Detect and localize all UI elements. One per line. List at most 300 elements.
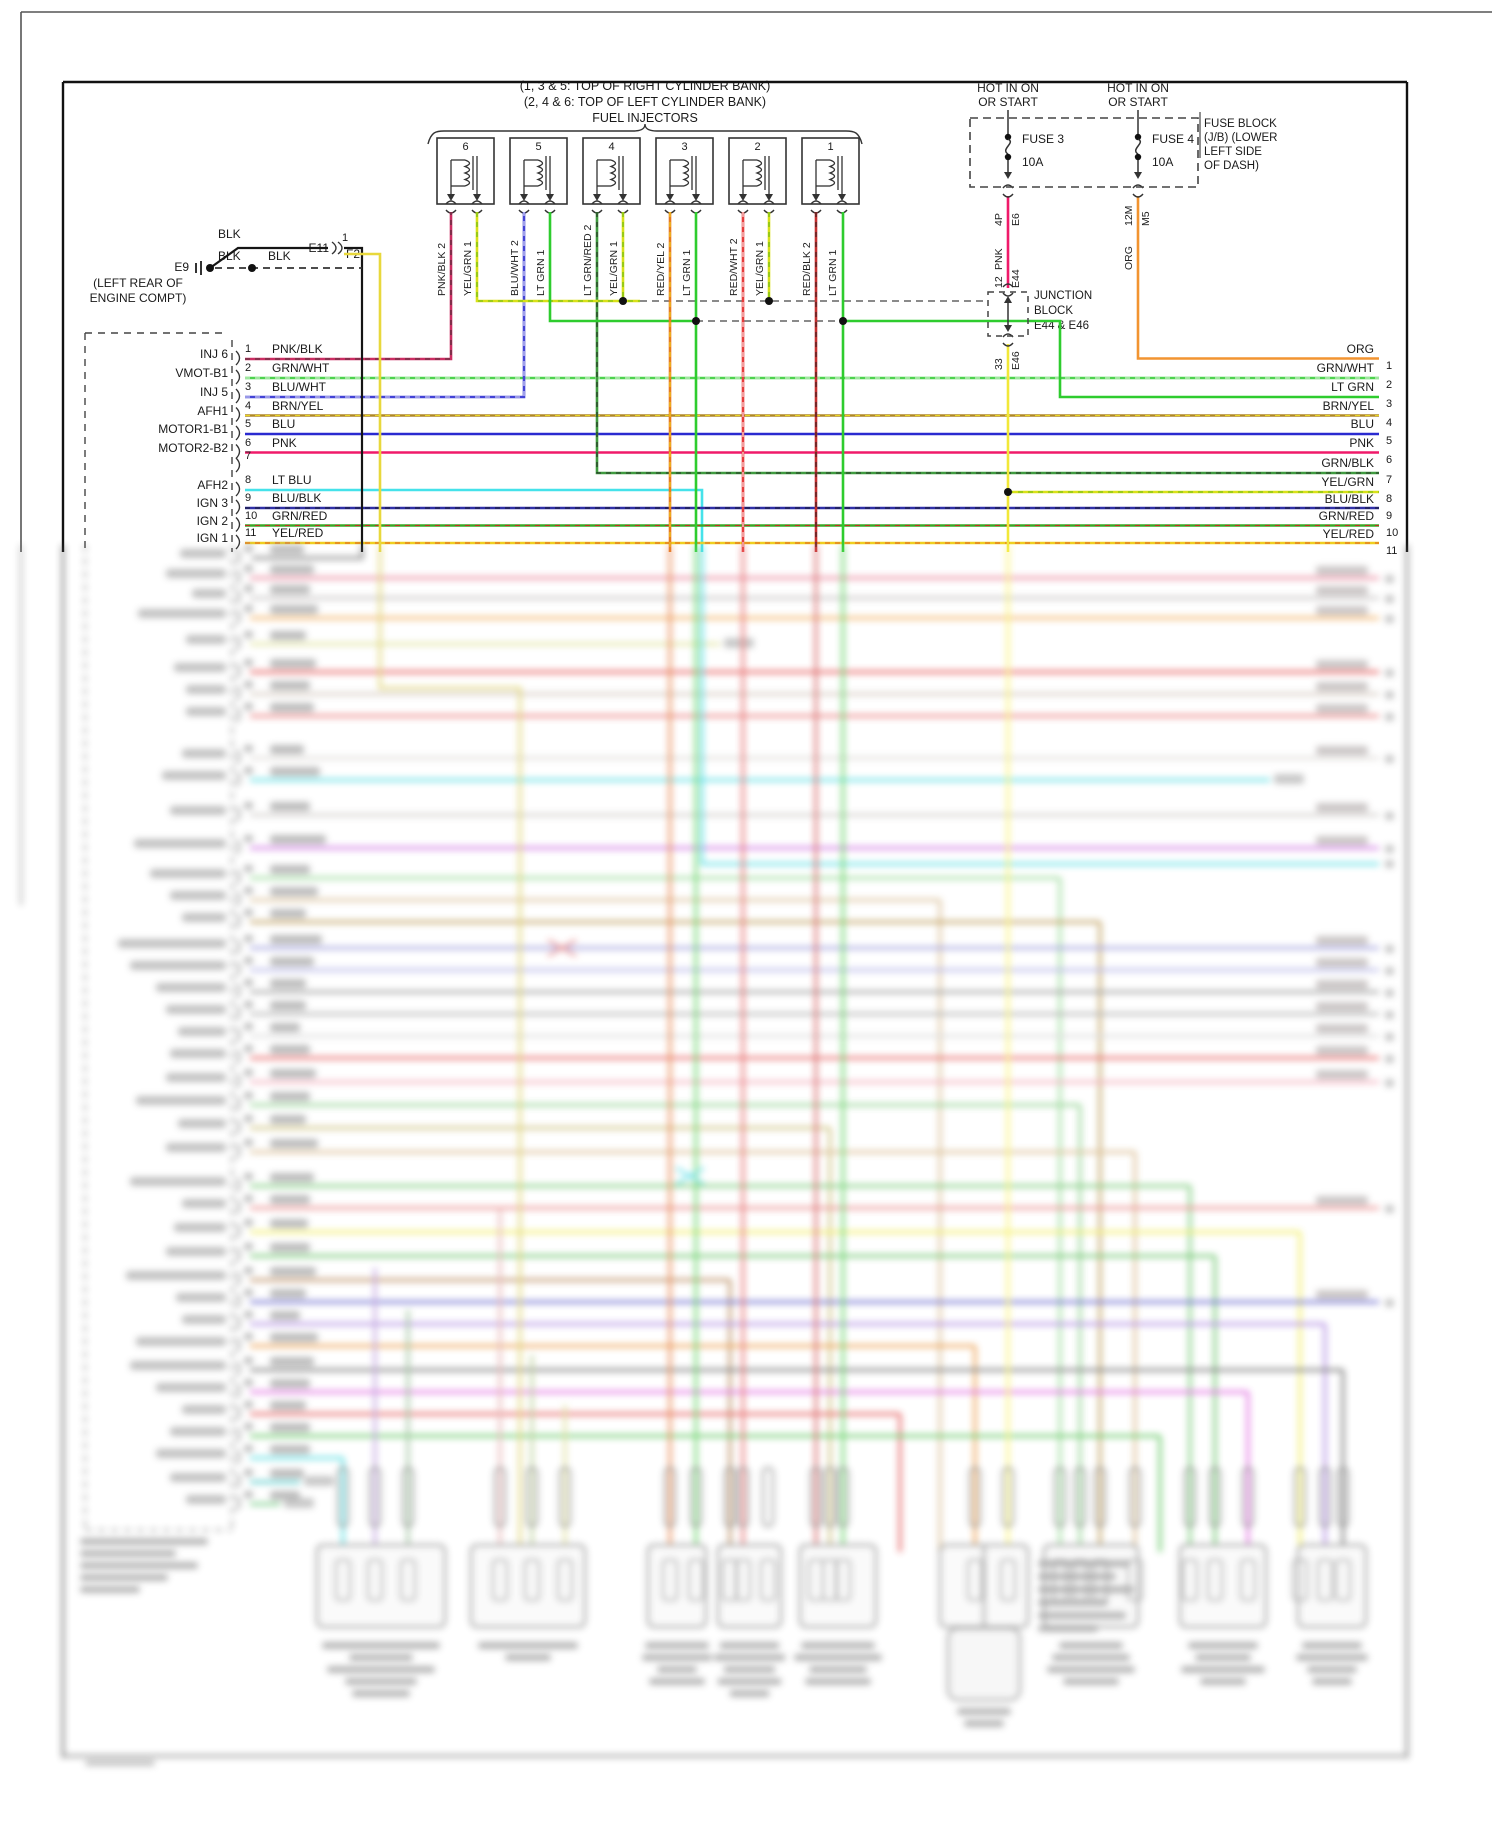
blurred-text-blob xyxy=(1316,803,1368,812)
fuse-wire-label: ORG xyxy=(1123,246,1135,270)
blurred-text-blob xyxy=(322,1642,440,1649)
blurred-text-blob xyxy=(182,749,226,758)
blurred-text-blob xyxy=(166,569,226,578)
blurred-text-blob xyxy=(178,1027,226,1036)
blurred-text-blob xyxy=(270,1289,306,1298)
blurred-text-blob xyxy=(1195,1654,1251,1661)
blurred-text-blob xyxy=(1047,1666,1135,1673)
pin-bracket-icon xyxy=(236,1097,240,1111)
left-pin-wire-8: LT BLU xyxy=(272,473,312,487)
blurred-text-blob xyxy=(244,1092,253,1099)
junction-block-line-2: BLOCK xyxy=(1034,305,1073,317)
bottom-connector xyxy=(1180,1545,1266,1627)
blurred-text-blob xyxy=(182,1199,226,1208)
blurred-text-blob xyxy=(1038,1573,1116,1580)
blurred-text-blob xyxy=(270,835,326,844)
blurred-text-blob xyxy=(166,1005,226,1014)
wire-label-blk-a: BLK xyxy=(218,227,241,241)
injector-wire-label: YEL/GRN 1 xyxy=(462,241,474,296)
left-pin-name-1: INJ 6 xyxy=(199,347,228,361)
blurred-text-blob xyxy=(80,1562,198,1569)
blurred-text-blob xyxy=(244,1423,253,1430)
blurred-text-blob xyxy=(244,681,253,688)
blurred-text-blob xyxy=(270,1069,316,1078)
blurred-text-blob xyxy=(244,1491,253,1498)
blurred-text-blob xyxy=(244,1045,253,1052)
blurred-text-blob xyxy=(170,1473,226,1482)
blurred-text-blob xyxy=(1316,980,1368,989)
left-pin-name-4: AFH1 xyxy=(197,403,228,418)
blurred-text-blob xyxy=(130,961,226,970)
blurred-text-blob xyxy=(244,585,253,592)
blurred-text-blob xyxy=(244,1267,253,1274)
blurred-text-blob xyxy=(720,1642,780,1649)
blurred-text-blob xyxy=(134,839,226,848)
blurred-text-blob xyxy=(284,1498,314,1508)
pin-bracket-icon xyxy=(236,1074,240,1088)
blurred-text-blob xyxy=(244,745,253,752)
fuse-name: FUSE 3 xyxy=(1022,132,1065,146)
right-pin-number-2: 2 xyxy=(1386,379,1393,391)
blurred-text-blob xyxy=(1200,1678,1246,1685)
blurred-text-blob xyxy=(1307,1666,1357,1673)
left-pin-name-9: IGN 3 xyxy=(196,496,228,510)
pin-bracket-icon xyxy=(236,840,240,854)
blurred-text-blob xyxy=(270,681,310,690)
pin-bracket-icon xyxy=(236,914,240,928)
hot-label: HOT IN ON xyxy=(1107,81,1169,95)
blurred-text-blob xyxy=(1316,1070,1368,1079)
blurred-text-blob xyxy=(244,1311,253,1318)
pin-bracket-icon xyxy=(236,1384,240,1398)
blurred-text-blob xyxy=(724,638,754,648)
pin-bracket-icon xyxy=(236,686,240,700)
blurred-text-blob xyxy=(1385,845,1394,853)
blurred-text-blob xyxy=(150,869,226,878)
blurred-text-blob xyxy=(1385,669,1394,677)
blurred-text-blob xyxy=(1385,989,1394,997)
title-fuel-injectors: FUEL INJECTORS xyxy=(592,111,698,125)
pin-bracket-icon xyxy=(236,807,240,821)
connector-f2-label: F2 xyxy=(346,247,361,261)
blurred-text-blob xyxy=(1052,1654,1130,1661)
right-pin-wire-3: LT GRN xyxy=(1331,380,1374,394)
blurred-text-blob xyxy=(1385,615,1394,623)
ground-location-line-2: ENGINE COMPT) xyxy=(89,291,187,305)
left-pin-name-10: IGN 2 xyxy=(196,513,228,528)
blurred-text-blob xyxy=(270,1267,316,1276)
pin-bracket-icon xyxy=(236,636,240,650)
blurred-text-blob xyxy=(176,1293,226,1302)
blurred-text-blob xyxy=(244,1115,253,1122)
wire-label-blk-b: BLK xyxy=(218,249,241,263)
injector-wire-label: RED/WHT 2 xyxy=(728,238,740,296)
blurred-text-blob xyxy=(270,1379,310,1388)
title-line-2: (2, 4 & 6: TOP OF LEFT CYLINDER BANK) xyxy=(523,95,767,109)
blurred-text-blob xyxy=(1316,606,1368,615)
injector-wire-label: LT GRN/RED 2 xyxy=(582,224,594,296)
blurred-text-blob xyxy=(270,1469,304,1478)
pin-bracket-icon xyxy=(236,870,240,884)
pin-bracket-icon xyxy=(236,1224,240,1238)
pin-bracket-icon xyxy=(236,1028,240,1042)
left-pin-name-8: AFH2 xyxy=(197,478,228,492)
blurred-text-blob xyxy=(1316,958,1368,967)
blurred-text-blob xyxy=(182,1405,226,1414)
blurred-text-blob xyxy=(118,939,226,948)
blurred-text-blob xyxy=(162,771,226,780)
ground-location-line-1: (LEFT REAR OF xyxy=(93,276,183,290)
left-pin-name-5: MOTOR1-B1 xyxy=(158,422,228,436)
blurred-text-blob xyxy=(1312,1678,1352,1685)
blurred-text-blob xyxy=(1316,682,1368,691)
pin-bracket-icon xyxy=(236,708,240,722)
blurred-text-blob xyxy=(174,663,226,672)
blurred-text-blob xyxy=(1385,595,1394,603)
fuse-block-line-3: LEFT SIDE xyxy=(1204,146,1262,158)
blurred-text-blob xyxy=(270,659,316,668)
left-pin-wire-3: BLU/WHT xyxy=(272,380,326,394)
blurred-text-blob xyxy=(136,1337,226,1346)
junction-conn-label: 33 xyxy=(993,358,1005,370)
blurred-text-blob xyxy=(244,1195,253,1202)
blurred-text-blob xyxy=(244,1289,253,1296)
injector-wire-label: YEL/GRN 1 xyxy=(754,241,766,296)
blurred-text-blob xyxy=(718,1678,782,1685)
right-pin-wire-11: YEL/RED xyxy=(1322,526,1374,541)
fuse-block-line-1: FUSE BLOCK xyxy=(1204,118,1277,130)
blurred-text-blob xyxy=(80,1586,140,1593)
left-pin-number-4: 4 xyxy=(245,399,252,412)
blurred-text-blob xyxy=(270,605,318,614)
fuse-wire-label: PNK xyxy=(993,248,1005,270)
blurred-text-blob xyxy=(957,1708,1011,1715)
blurred-text-blob xyxy=(1385,1055,1394,1063)
blurred-text-blob xyxy=(80,1550,176,1557)
blurred-text-blob xyxy=(345,1678,417,1685)
blurred-text-blob xyxy=(1181,1666,1265,1673)
blurred-text-blob xyxy=(244,1069,253,1076)
bottom-connector xyxy=(800,1545,876,1627)
blurred-text-blob xyxy=(270,1092,310,1101)
junction-conn-label: 12 xyxy=(993,276,1005,288)
pin-bracket-icon xyxy=(236,1406,240,1420)
blurred-text-blob xyxy=(186,685,226,694)
right-pin-wire-8: YEL/GRN xyxy=(1321,475,1374,489)
pin-bracket-icon xyxy=(236,1316,240,1330)
blurred-text-blob xyxy=(244,605,253,612)
injector-number-6: 6 xyxy=(462,141,469,153)
blurred-text-blob xyxy=(270,1001,306,1010)
blurred-text-blob xyxy=(270,865,310,874)
blurred-text-blob xyxy=(1385,1011,1394,1019)
blurred-text-blob xyxy=(1385,1033,1394,1041)
pin-bracket-icon xyxy=(236,1428,240,1442)
right-pin-number-1: 1 xyxy=(1386,359,1393,372)
blurred-text-blob xyxy=(964,1720,1004,1727)
blurred-text-blob xyxy=(244,802,253,809)
right-pin-wire-10: GRN/RED xyxy=(1318,509,1374,523)
right-pin-number-3: 3 xyxy=(1386,398,1393,410)
injector-wire-label: PNK/BLK 2 xyxy=(436,242,448,296)
blurred-text-blob xyxy=(244,659,253,666)
blurred-text-blob xyxy=(244,957,253,964)
blurred-text-blob xyxy=(186,707,226,716)
blurred-text-blob xyxy=(478,1642,578,1649)
blurred-text-blob xyxy=(1385,945,1394,953)
injector-wire-label: LT GRN 1 xyxy=(827,249,839,296)
right-pin-number-9: 9 xyxy=(1386,510,1393,522)
blurred-text-blob xyxy=(244,979,253,986)
blurred-text-blob xyxy=(1316,1024,1368,1033)
blurred-text-blob xyxy=(1316,586,1368,595)
pin-bracket-icon xyxy=(236,1144,240,1158)
pin-bracket-icon xyxy=(236,1496,240,1510)
blurred-text-blob xyxy=(270,1445,310,1454)
wire-label-blk-c: BLK xyxy=(268,249,291,263)
blurred-text-blob xyxy=(1316,936,1368,945)
blurred-text-blob xyxy=(270,979,306,988)
blurred-text-blob xyxy=(1316,1290,1368,1299)
blurred-text-blob xyxy=(174,1223,226,1232)
blurred-text-blob xyxy=(1316,566,1368,575)
blurred-text-blob xyxy=(244,1023,253,1030)
connector-f2-pin: 1 xyxy=(342,232,349,244)
blurred-text-blob xyxy=(642,1654,712,1661)
blurred-text-blob xyxy=(270,802,310,811)
fuse-conn-label: E6 xyxy=(1010,213,1022,226)
junction-conn-label: E46 xyxy=(1010,351,1022,370)
blurred-text-blob xyxy=(270,703,314,712)
blurred-text-blob xyxy=(244,1445,253,1452)
injector-wire-label: YEL/GRN 1 xyxy=(608,241,620,296)
pin-bracket-icon xyxy=(236,1200,240,1214)
pin-bracket-icon xyxy=(236,1050,240,1064)
left-pin-wire-5: BLU xyxy=(272,417,296,431)
blurred-text-blob xyxy=(166,1143,226,1152)
blur-wire xyxy=(252,545,362,558)
blurred-text-blob xyxy=(270,1219,308,1228)
blurred-text-blob xyxy=(244,1001,253,1008)
injector-number-4: 4 xyxy=(608,141,615,153)
left-pin-wire-1: PNK/BLK xyxy=(272,342,323,356)
bottom-connector xyxy=(471,1545,585,1627)
blurred-text-blob xyxy=(352,1690,410,1697)
hot-label: OR START xyxy=(1108,95,1168,109)
blurred-text-blob xyxy=(244,1139,253,1146)
injector-number-2: 2 xyxy=(754,141,761,153)
blurred-text-blob xyxy=(166,1073,226,1082)
right-pin-wire-2: GRN/WHT xyxy=(1316,361,1374,375)
blurred-text-blob xyxy=(1038,1560,1130,1567)
blurred-text-blob xyxy=(270,1311,300,1320)
blurred-text-blob xyxy=(1063,1678,1119,1685)
junction-block-line-1: JUNCTION xyxy=(1034,290,1093,302)
fuse-conn-label: M5 xyxy=(1140,211,1152,226)
blurred-text-blob xyxy=(244,767,253,774)
fuse-name: FUSE 4 xyxy=(1152,132,1195,146)
left-pin-number-5: 5 xyxy=(245,418,252,430)
blurred-text-blob xyxy=(270,957,314,966)
blurred-text-blob xyxy=(270,1173,314,1182)
blurred-text-blob xyxy=(270,545,304,554)
blurred-text-blob xyxy=(1316,1002,1368,1011)
left-pin-name-3: INJ 5 xyxy=(199,385,228,399)
pin-bracket-icon xyxy=(236,1006,240,1020)
blurred-text-blob xyxy=(730,1690,770,1697)
bottom-connector-bell xyxy=(948,1628,1020,1700)
blurred-text-blob xyxy=(270,565,314,574)
injector-wire-label: RED/BLK 2 xyxy=(801,242,813,296)
blurred-text-blob xyxy=(244,1219,253,1226)
blurred-text-blob xyxy=(170,1427,226,1436)
right-pin-number-10: 10 xyxy=(1386,527,1399,539)
blurred-text-blob xyxy=(244,1173,253,1180)
blurred-text-blob xyxy=(180,549,226,558)
pin-bracket-icon xyxy=(236,590,240,604)
fuse-conn-label: 12M xyxy=(1123,205,1135,226)
blurred-text-blob xyxy=(1385,812,1394,820)
fuse-block-line-4: OF DASH) xyxy=(1204,160,1259,172)
blurred-text-blob xyxy=(178,1119,226,1128)
blurred-text-blob xyxy=(1059,1642,1123,1649)
blurred-text-blob xyxy=(1385,691,1394,699)
right-pin-number-8: 8 xyxy=(1386,493,1393,505)
blurred-text-blob xyxy=(645,1642,709,1649)
blurred-text-blob xyxy=(270,1139,318,1148)
left-pin-wire-9: BLU/BLK xyxy=(272,491,322,505)
pin-bracket-icon xyxy=(236,1450,240,1464)
pin-bracket-icon xyxy=(236,1474,240,1488)
pin-bracket-icon xyxy=(236,940,240,954)
blurred-text-blob xyxy=(244,1379,253,1386)
blurred-text-blob xyxy=(186,635,226,644)
blurred-text-blob xyxy=(1296,1654,1368,1661)
blurred-text-blob xyxy=(244,835,253,842)
right-pin-wire-1: ORG xyxy=(1346,341,1374,356)
blurred-text-blob xyxy=(244,865,253,872)
pin-bracket-icon xyxy=(236,664,240,678)
blurred-text-blob xyxy=(1038,1612,1126,1619)
connector-pin xyxy=(763,1468,773,1526)
right-pin-wire-6: PNK xyxy=(1349,435,1374,450)
blurred-text-blob xyxy=(270,909,306,918)
pin-bracket-icon xyxy=(236,750,240,764)
blurred-text-blob xyxy=(1038,1625,1098,1632)
fuse-amp: 10A xyxy=(1152,155,1174,169)
blurred-text-blob xyxy=(244,545,253,552)
blurred-text-blob xyxy=(85,1760,155,1766)
pin-bracket-icon xyxy=(236,1248,240,1262)
blurred-text-blob xyxy=(130,1177,226,1186)
left-pin-number-6: 6 xyxy=(245,436,252,449)
blurred-text-blob xyxy=(156,1449,226,1458)
pin-bracket-icon xyxy=(236,1178,240,1192)
blurred-text-blob xyxy=(1385,1205,1394,1213)
pin-bracket-icon xyxy=(236,1120,240,1134)
blurred-text-blob xyxy=(270,585,310,594)
blurred-text-blob xyxy=(1316,660,1368,669)
injector-wire-label: LT GRN 1 xyxy=(535,249,547,296)
left-pin-name-2: VMOT-B1 xyxy=(175,366,228,380)
blurred-text-blob xyxy=(170,891,226,900)
left-pin-number-1: 1 xyxy=(245,343,252,355)
right-pin-wire-4: BRN/YEL xyxy=(1322,398,1374,413)
blurred-text-blob xyxy=(1385,575,1394,583)
fuse-conn-label: 4P xyxy=(993,213,1005,226)
blurred-text-blob xyxy=(270,887,318,896)
left-pin-number-11: 11 xyxy=(245,527,257,539)
blurred-text-blob xyxy=(244,1243,253,1250)
hot-label: OR START xyxy=(978,95,1038,109)
blurred-text-blob xyxy=(304,1476,334,1486)
blurred-text-blob xyxy=(1316,836,1368,845)
injector-number-1: 1 xyxy=(827,141,834,153)
blurred-text-blob xyxy=(170,806,226,815)
ground-id-label: E9 xyxy=(174,260,189,274)
left-pin-number-2: 2 xyxy=(245,362,252,374)
blurred-text-blob xyxy=(1385,755,1394,763)
blurred-text-blob xyxy=(270,1243,310,1252)
right-pin-number-7: 7 xyxy=(1386,474,1393,486)
junction-block-line-3: E44 & E46 xyxy=(1034,320,1089,332)
left-pin-name-6: MOTOR2-B2 xyxy=(158,440,228,455)
pin-bracket-icon xyxy=(236,1272,240,1286)
blurred-text-blob xyxy=(794,1654,882,1661)
left-pin-wire-11: YEL/RED xyxy=(272,526,324,540)
blurred-text-blob xyxy=(182,913,226,922)
pin-bracket-icon xyxy=(236,1362,240,1376)
left-pin-wire-6: PNK xyxy=(272,435,297,450)
blurred-text-blob xyxy=(126,1271,226,1280)
blurred-text-blob xyxy=(1038,1599,1108,1606)
blurred-text-blob xyxy=(186,1495,226,1504)
pin-bracket-icon xyxy=(236,984,240,998)
left-pin-wire-10: GRN/RED xyxy=(272,508,328,523)
injector-number-5: 5 xyxy=(535,141,542,153)
blurred-text-blob xyxy=(244,565,253,572)
blurred-text-blob xyxy=(244,935,253,942)
right-pin-number-4: 4 xyxy=(1386,416,1393,429)
injector-number-3: 3 xyxy=(681,141,688,153)
blurred-text-blob xyxy=(270,1401,306,1410)
blurred-text-blob xyxy=(136,1096,226,1105)
left-pin-number-9: 9 xyxy=(245,492,252,504)
blurred-text-blob xyxy=(166,1247,226,1256)
blurred-text-blob xyxy=(244,1333,253,1340)
blurred-text-blob xyxy=(244,887,253,894)
blurred-text-blob xyxy=(1302,1642,1362,1649)
blurred-text-blob xyxy=(1385,1299,1394,1307)
blurred-text-blob xyxy=(244,631,253,638)
right-pin-number-6: 6 xyxy=(1386,453,1393,466)
blurred-text-blob xyxy=(138,609,226,618)
blurred-text-blob xyxy=(130,1361,226,1370)
blurred-text-blob xyxy=(1316,704,1368,713)
pin-bracket-icon xyxy=(236,570,240,584)
blurred-text-blob xyxy=(270,1357,314,1366)
pin-bracket-icon xyxy=(236,1294,240,1308)
blurred-text-blob xyxy=(270,935,322,944)
left-pin-name-11: IGN 1 xyxy=(196,531,228,545)
blurred-text-blob xyxy=(270,745,304,754)
pin-bracket-icon xyxy=(236,892,240,906)
blurred-text-blob xyxy=(1038,1586,1134,1593)
connector-e11-label: E11 xyxy=(308,241,329,255)
fuse-amp: 10A xyxy=(1022,155,1044,169)
blurred-text-blob xyxy=(1385,967,1394,975)
blurred-text-blob xyxy=(1385,1079,1394,1087)
